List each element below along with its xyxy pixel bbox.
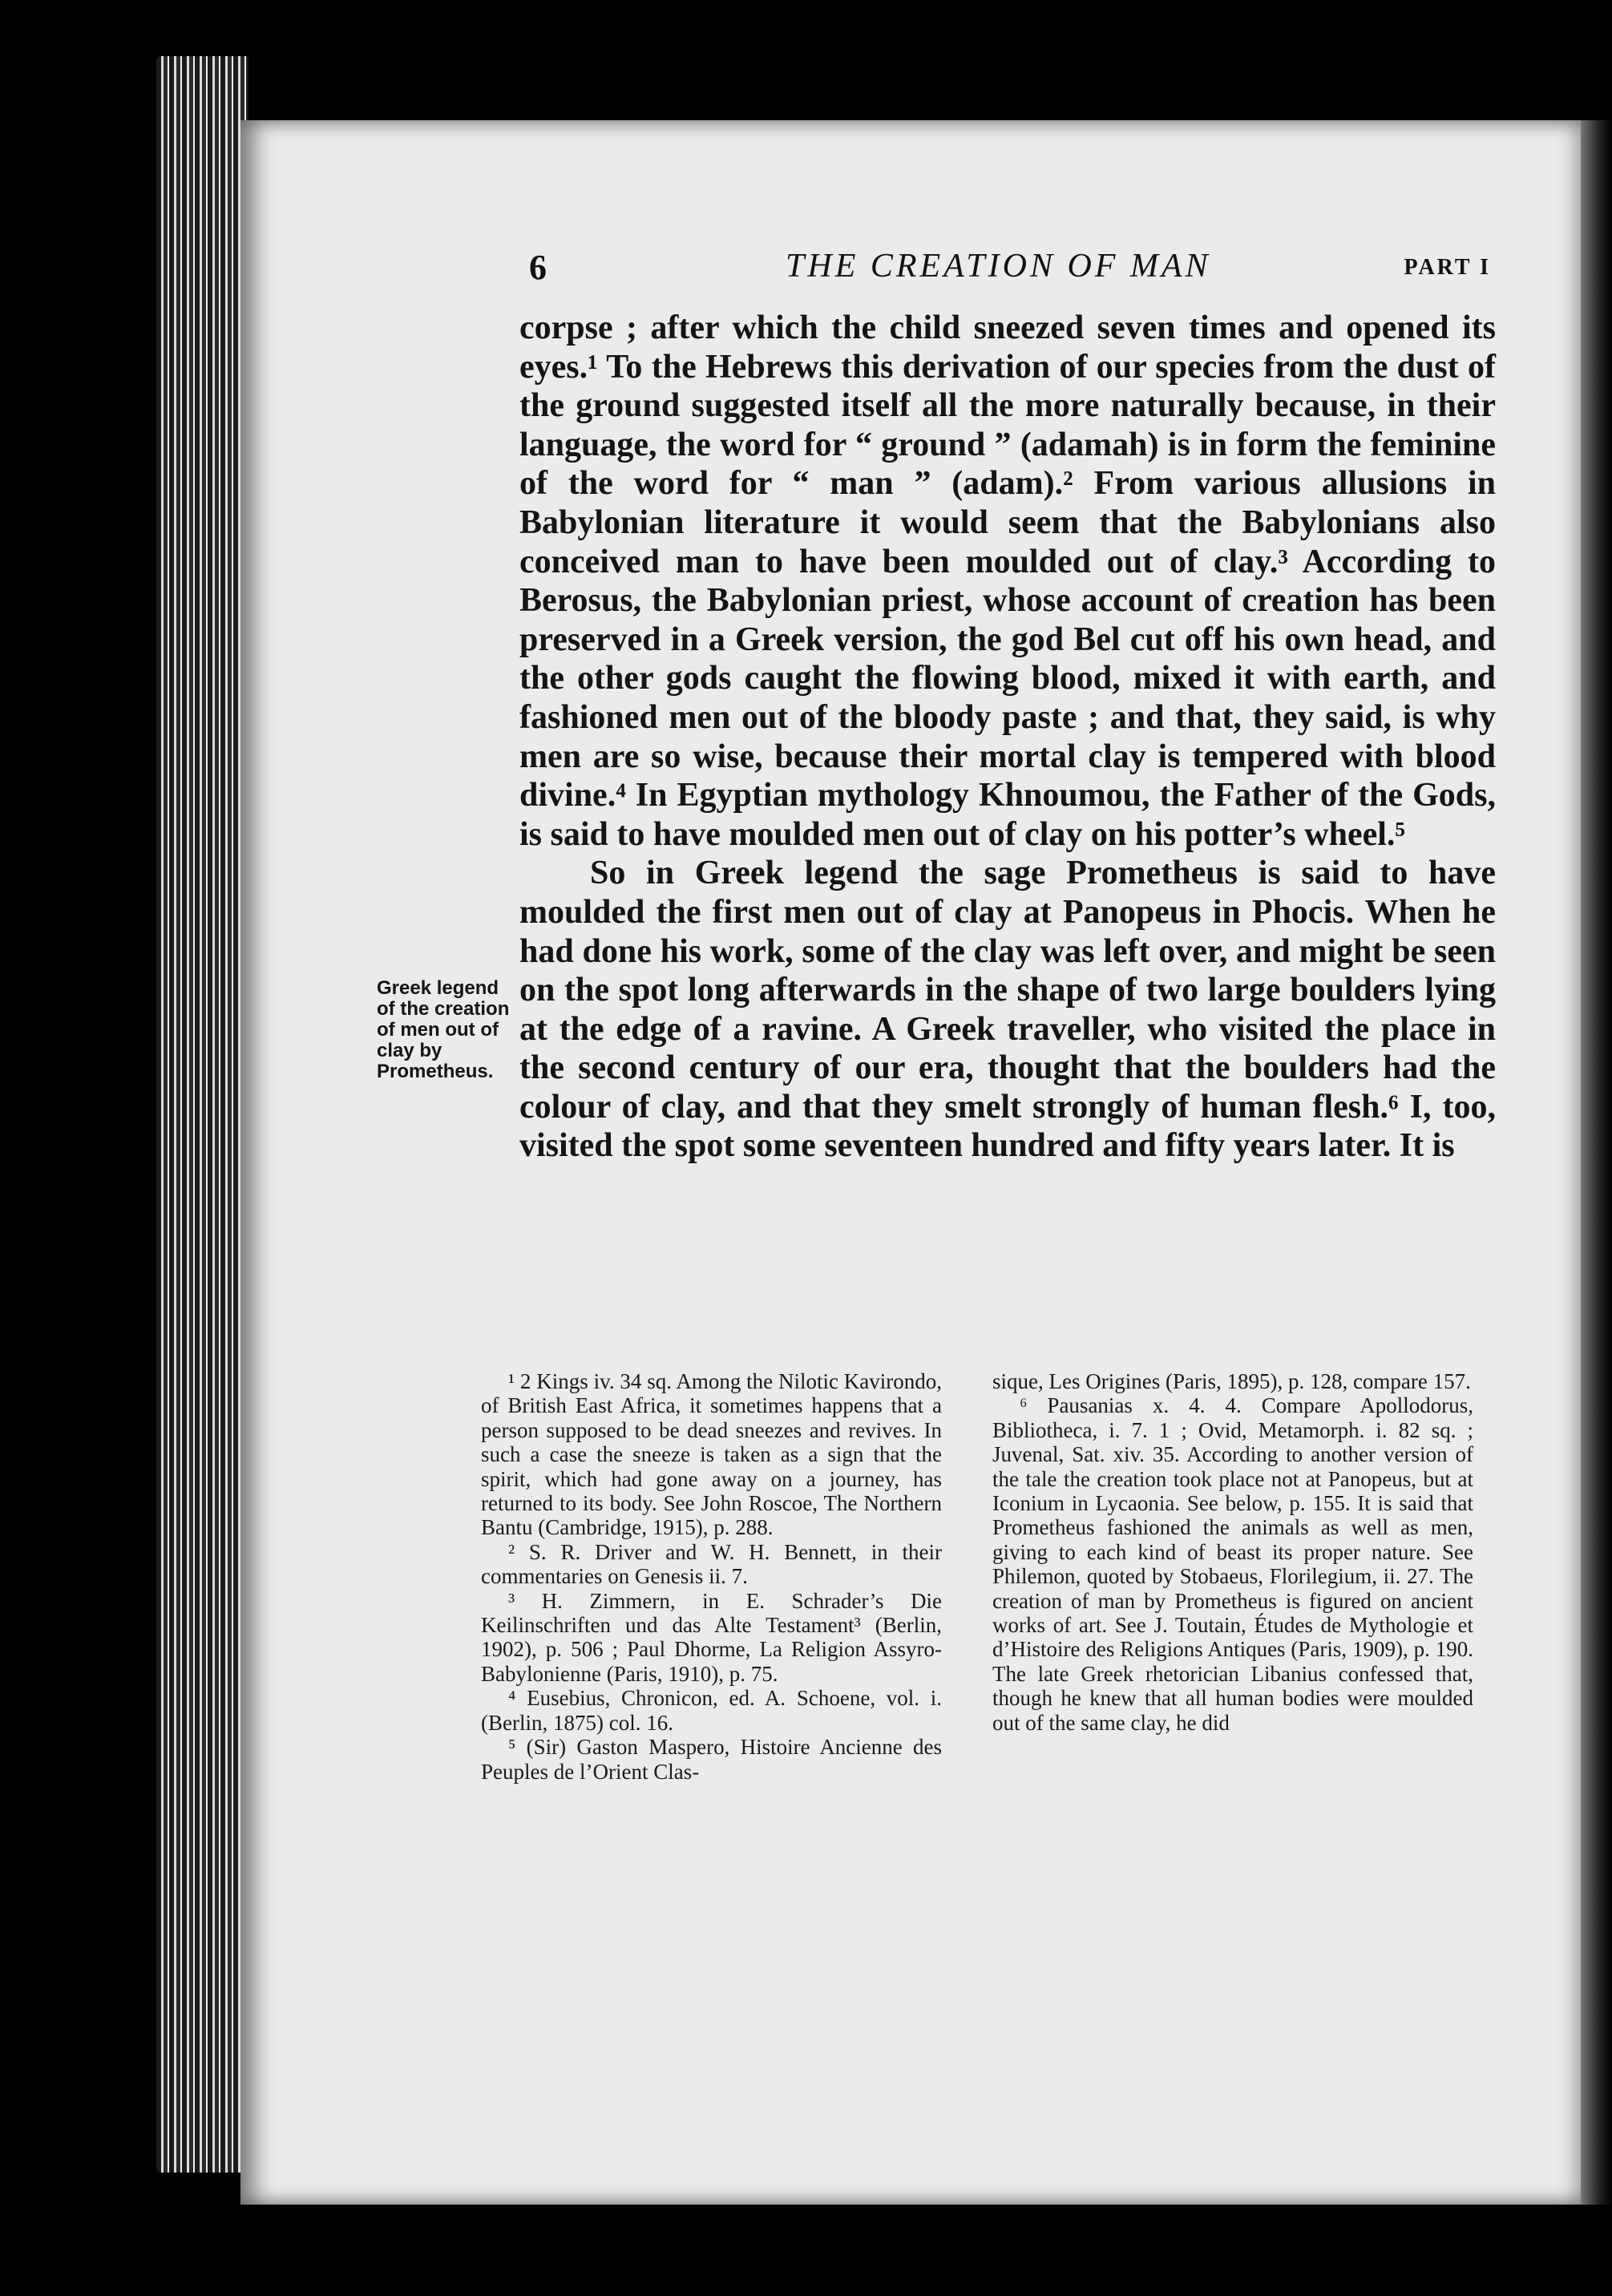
footnote-5-continued: sique, Les Origines (Paris, 1895), p. 128, compare 157.	[992, 1369, 1471, 1393]
footnote-6: ⁶ Pausanias x. 4. 4. Compare Apollodorus, Bibliotheca, i. 7. 1 ; Ovid, Metamorph. i. 82 sq. ; Juvenal, Sat. xiv. 35. According to another version of the tale the creation took place not at Panopeus, but at Iconium in Lycaonia. See below, p. 155. It is said that Prometheus fashioned the animals as well as men, giving to each kind of beast its proper nature. See Philemon, quoted by Stobaeus, Florilegium, ii. 27. The creation of man by Prometheus is figured on ancient works of art. See J. Toutain, Études de Mythologie et d’Histoire des Religions Antiques (Paris, 1909), p. 190. The late Greek rhetorician Libanius confessed that, though he knew that all human bodies were moulded out of the same clay, he did	[992, 1393, 1473, 1735]
footnote-4: ⁴ Eusebius, Chronicon, ed. A. Schoene, vol. i. (Berlin, 1875) col. 16.	[481, 1686, 942, 1735]
page-number: 6	[529, 248, 547, 287]
footnote-1: ¹ 2 Kings iv. 34 sq. Among the Nilotic Kavirondo, of British East Africa, it sometimes happens that a person supposed to be dead sneezes and revives. In such a case the sneeze is taken as a sign that the spirit, which had gone away on a journey, has returned to its body. See John Roscoe, The Northern Bantu (Cambridge, 1915), p. 288.	[481, 1369, 942, 1540]
margin-note: Greek legend of the creation of men out of clay by Prometheus.	[377, 977, 510, 1082]
running-title: THE CREATION OF MAN	[786, 248, 1211, 285]
main-text	[519, 309, 1496, 1166]
footnote-5: ⁵ (Sir) Gaston Maspero, Histoire Ancienne des Peuples de l’Orient Clas-	[481, 1735, 942, 1784]
running-head	[529, 247, 1491, 295]
footnotes-left-column	[481, 1369, 942, 1784]
footnote-3: ³ H. Zimmern, in E. Schrader’s Die Keilinschriften und das Alte Testament³ (Berlin, 1902), p. 506 ; Paul Dhorme, La Religion Assyro-Babylonienne (Paris, 1910), p. 75.	[481, 1588, 942, 1686]
page-shadow	[1581, 120, 1612, 2205]
part-label: PART I	[1404, 255, 1491, 280]
footnotes-right-column	[992, 1369, 1473, 1735]
paragraph-1: corpse ; after which the child sneezed seven times and opened its eyes.¹ To the Hebrews this derivation of our species from the dust of the ground suggested itself all the more naturally because, in their language, the word for “ ground ” (adamah) is in form the feminine of the word for “ man ” (adam).² From various allusions in Babylonian literature it would seem that the Babylonians also conceived man to have been moulded out of clay.³ According to Berosus, the Babylonian priest, whose account of creation has been preserved in a Greek version, the god Bel cut off his own head, and the other gods caught the flowing blood, mixed it with earth, and fashioned men out of the bloody paste ; and that, they said, is why men are so wise, because their mortal clay is tempered with blood divine.⁴ In Egyptian mythology Khnoumou, the Father of the Gods, is said to have moulded men out of clay on his potter’s wheel.⁵	[519, 309, 1496, 853]
book-page-edges	[156, 56, 248, 2173]
footnote-2: ² S. R. Driver and W. H. Bennett, in their commentaries on Genesis ii. 7.	[481, 1539, 942, 1589]
paragraph-2: So in Greek legend the sage Prometheus is said to have moulded the first men out of clay at Panopeus in Phocis. When he had done his work, some of the clay was left over, and might be seen on the spot long afterwards in the shape of two large boulders lying at the edge of a ravine. A Greek traveller, who visited the place in the second century of our era, thought that the boulders had the colour of clay, and that they smelt strongly of human flesh.⁶ I, too, visited the spot some seventeen hundred and fifty years later. It is	[519, 855, 1496, 1165]
